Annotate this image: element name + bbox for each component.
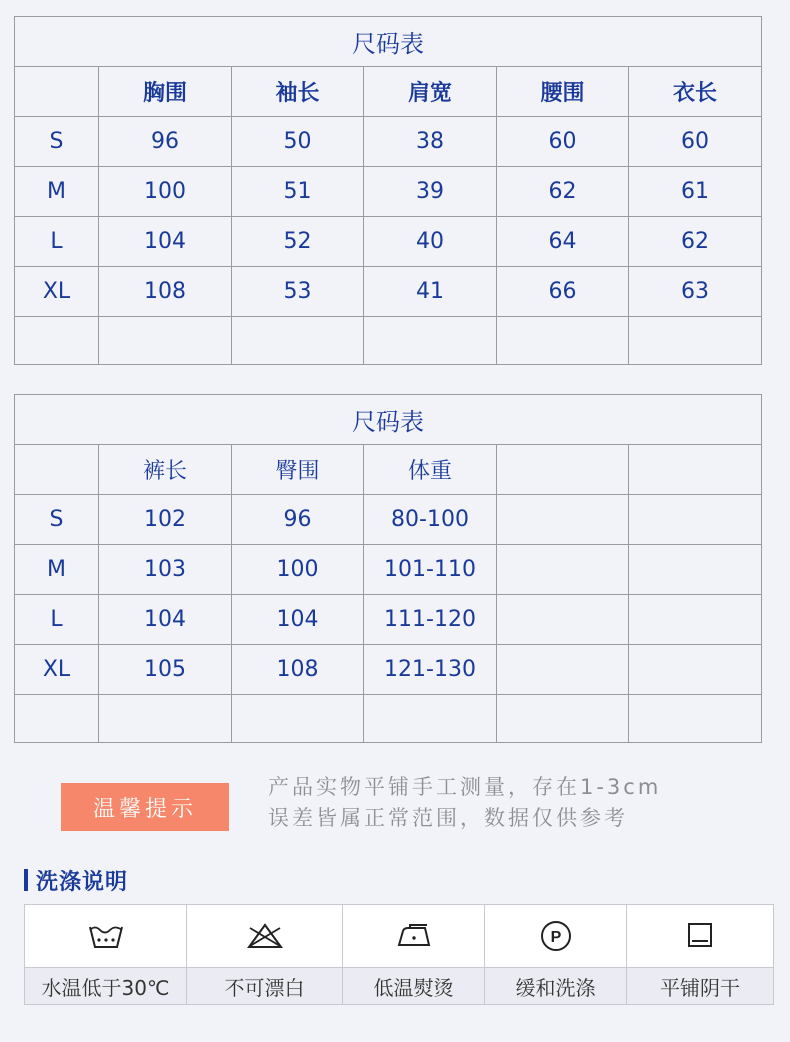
value-cell: 104	[99, 595, 232, 645]
value-cell: 121-130	[364, 645, 497, 695]
wash-icon-cell	[485, 905, 627, 968]
value-cell: 66	[497, 267, 629, 317]
wash-icon-cell	[25, 905, 187, 968]
value-cell	[629, 495, 762, 545]
low-iron-icon	[394, 921, 434, 951]
value-cell: 96	[232, 495, 364, 545]
header-cell	[15, 67, 99, 117]
wash-label: 缓和洗涤	[485, 968, 627, 1005]
empty-cell	[232, 317, 364, 365]
value-cell: 80-100	[364, 495, 497, 545]
value-cell: 39	[364, 167, 497, 217]
value-cell: 104	[232, 595, 364, 645]
wash-section-title	[24, 866, 128, 894]
table-row	[15, 495, 762, 545]
empty-cell	[232, 695, 364, 743]
wash-label: 水温低于30℃	[25, 968, 187, 1005]
value-cell: 61	[629, 167, 762, 217]
value-cell: 40	[364, 217, 497, 267]
value-cell: 111-120	[364, 595, 497, 645]
value-cell: 41	[364, 267, 497, 317]
empty-cell	[99, 317, 232, 365]
table-title-row	[15, 17, 762, 67]
value-cell	[497, 595, 629, 645]
value-cell: 60	[497, 117, 629, 167]
wash-icon-cell	[627, 905, 774, 968]
empty-cell	[364, 695, 497, 743]
size-cell: S	[15, 495, 99, 545]
flat-dry-icon	[680, 919, 720, 953]
value-cell: 53	[232, 267, 364, 317]
table-title-row	[15, 395, 762, 445]
bottom-size-table	[14, 394, 762, 743]
header-cell	[497, 445, 629, 495]
value-cell: 62	[497, 167, 629, 217]
empty-row	[15, 695, 762, 743]
wash-label: 不可漂白	[187, 968, 343, 1005]
table-row	[15, 595, 762, 645]
header-cell	[15, 445, 99, 495]
table-row	[15, 645, 762, 695]
table-title: 尺码表	[15, 395, 762, 445]
table-row	[15, 117, 762, 167]
svg-text:P: P	[550, 929, 561, 946]
tip-badge: 温馨提示	[61, 783, 229, 831]
table-row	[15, 167, 762, 217]
header-cell: 体重	[364, 445, 497, 495]
table-row	[15, 545, 762, 595]
empty-cell	[15, 695, 99, 743]
value-cell: 105	[99, 645, 232, 695]
size-cell: XL	[15, 645, 99, 695]
header-cell: 衣长	[629, 67, 762, 117]
wash-icon-cell	[343, 905, 485, 968]
empty-cell	[15, 317, 99, 365]
title-accent-bar	[24, 869, 28, 891]
wash-label: 平铺阴干	[627, 968, 774, 1005]
no-bleach-icon	[245, 921, 285, 951]
value-cell: 102	[99, 495, 232, 545]
value-cell: 63	[629, 267, 762, 317]
size-cell: XL	[15, 267, 99, 317]
wash-instructions-table	[24, 904, 774, 1005]
size-cell: M	[15, 545, 99, 595]
empty-cell	[497, 317, 629, 365]
size-cell: L	[15, 595, 99, 645]
empty-cell	[629, 695, 762, 743]
value-cell	[497, 645, 629, 695]
empty-cell	[364, 317, 497, 365]
empty-cell	[629, 317, 762, 365]
wash-title-text: 洗涤说明	[36, 869, 129, 895]
value-cell	[497, 545, 629, 595]
value-cell	[629, 595, 762, 645]
value-cell: 100	[232, 545, 364, 595]
value-cell: 100	[99, 167, 232, 217]
table-header-row	[15, 67, 762, 117]
value-cell: 52	[232, 217, 364, 267]
tip-line-1: 产品实物平铺手工测量，存在1-3cm	[268, 775, 662, 799]
value-cell: 62	[629, 217, 762, 267]
header-cell: 肩宽	[364, 67, 497, 117]
size-cell: S	[15, 117, 99, 167]
table-title: 尺码表	[15, 17, 762, 67]
header-cell: 腰围	[497, 67, 629, 117]
value-cell: 103	[99, 545, 232, 595]
top-size-table	[14, 16, 762, 365]
value-cell: 60	[629, 117, 762, 167]
table-header-row	[15, 445, 762, 495]
wash-icon-row	[25, 905, 774, 968]
value-cell	[497, 495, 629, 545]
tip-line-2: 误差皆属正常范围，数据仅供参考	[268, 806, 628, 830]
value-cell: 101-110	[364, 545, 497, 595]
value-cell: 108	[99, 267, 232, 317]
value-cell: 96	[99, 117, 232, 167]
header-cell	[629, 445, 762, 495]
dry-clean-p-icon	[536, 919, 576, 953]
value-cell: 108	[232, 645, 364, 695]
value-cell: 38	[364, 117, 497, 167]
table-row	[15, 267, 762, 317]
wash-label: 低温熨烫	[343, 968, 485, 1005]
tip-text	[268, 772, 768, 834]
size-cell: M	[15, 167, 99, 217]
value-cell	[629, 545, 762, 595]
empty-cell	[99, 695, 232, 743]
wash-label-row	[25, 968, 774, 1005]
empty-cell	[497, 695, 629, 743]
wash-icon-cell	[187, 905, 343, 968]
header-cell: 臀围	[232, 445, 364, 495]
table-row	[15, 217, 762, 267]
value-cell: 50	[232, 117, 364, 167]
header-cell: 胸围	[99, 67, 232, 117]
value-cell: 51	[232, 167, 364, 217]
value-cell	[629, 645, 762, 695]
header-cell: 袖长	[232, 67, 364, 117]
value-cell: 104	[99, 217, 232, 267]
wash-30-icon	[86, 921, 126, 951]
value-cell: 64	[497, 217, 629, 267]
header-cell: 裤长	[99, 445, 232, 495]
size-cell: L	[15, 217, 99, 267]
empty-row	[15, 317, 762, 365]
